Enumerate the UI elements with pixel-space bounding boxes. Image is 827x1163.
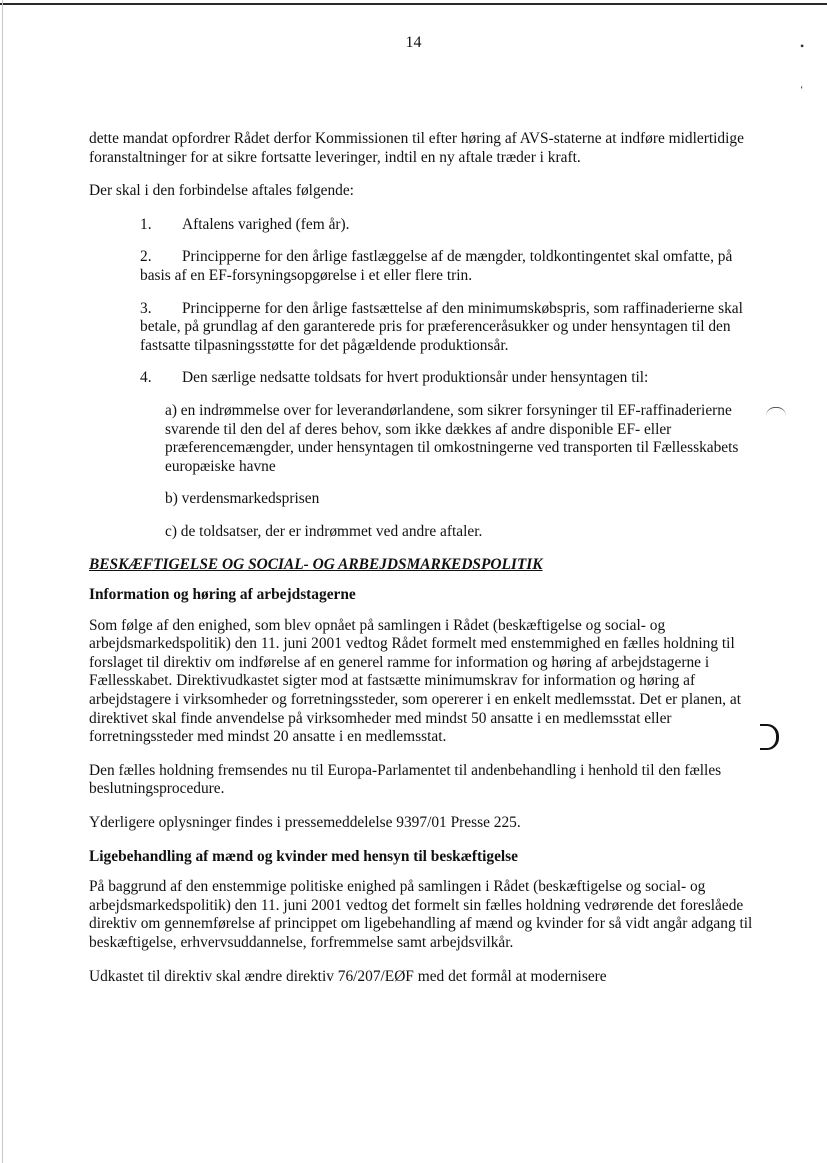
body-paragraph: Som følge af den enighed, som blev opnået på samlingen i Rådet (beskæftigelse og social- og arbejdsmarkedspolitik) den 11. juni 2001 vedtog Rådet formelt med enstemmighed en fælles holdning til forslaget til direktiv om indførelse af en generel ramme for information og høring af arbejdstagerne i Fællesskabet. Direktivudkastet sigter mod at fastsætte minimumskrav for information og høring af arbejdstagere i virksomheder og forretningssteder, som opererer i en enkelt medlemsstat. Det er planen, at direktivet skal finde anvendelse på virksomheder med mindst 50 ansatte i en medlemsstat eller forretningssteder med mindst 20 ansatte i en medlemsstat. <box>89 616 741 746</box>
sub-item: a) en indrømmelse over for leverandørlandene, som sikrer forsyninger til EF-raffinaderierne svarende til den del af deres behov, som ikke dækkes af andre disponible EF- eller præferencemængder, under hensyntagen til omkostningerne ved transporten til Fællesskabets europæiske havne <box>165 401 739 475</box>
subsection-heading: Information og høring af arbejdstagerne <box>89 586 356 604</box>
top-scan-edge <box>0 3 827 5</box>
page-number: 14 <box>405 34 422 51</box>
numbered-item <box>140 216 753 235</box>
item-text: Den særlige nedsatte toldsats for hvert produktionsår under hensyntagen til: <box>182 369 649 387</box>
item-text: Aftalens varighed (fem år). <box>182 215 350 233</box>
item-text: Principperne for den årlige fastlæggelse af de mængder, toldkontingentet skal omfatte, på basis af en EF-forsyningsopgørelse i et eller flere trin. <box>140 248 733 284</box>
scan-speck: • <box>800 39 805 53</box>
item-number: 4. <box>140 369 152 387</box>
left-scan-edge <box>2 0 3 1163</box>
body-paragraph: Den fælles holdning fremsendes nu til Europa-Parlamentet til andenbehandling i henhold til den fælles beslutningsprocedure. <box>89 761 722 798</box>
scan-speck: ʻ <box>800 85 804 96</box>
body-paragraph: Udkastet til direktiv skal ændre direktiv 76/207/EØF med det formål at modernisere <box>89 967 607 985</box>
item-number: 2. <box>140 248 152 266</box>
item-text: Principperne for den årlige fastsættelse af den minimumskøbspris, som raffinaderierne skal betale, på grundlag af den garanterede pris for præferenceråsukker og under hensyntagen til den fastsatte tilpasningsstøtte for det pågældende produktionsår. <box>140 299 743 354</box>
intro-paragraph: dette mandat opfordrer Rådet derfor Kommissionen til efter høring af AVS-staterne at indføre midlertidige foranstaltninger for at sikre fortsatte leveringer, indtil en ny aftale træder i kraft. <box>89 130 744 166</box>
margin-mark <box>766 407 786 416</box>
subsection-heading: Ligebehandling af mænd og kvinder med hensyn til beskæftigelse <box>89 847 519 865</box>
numbered-item <box>140 369 753 388</box>
item-number: 3. <box>140 299 152 317</box>
body-paragraph: På baggrund af den enstemmige politiske enighed på samlingen i Rådet (beskæftigelse og social- og arbejdsmarkedspolitik) den 11. juni 2001 vedtog det formelt sin fælles holdning vedrørende det foreslåede direktiv om gennemførelse af princippet om ligebehandling af mænd og kvinder for så vidt angår adgang til beskæftigelse, erhvervsuddannelse, forfremmelse samt arbejdsvilkår. <box>89 878 753 951</box>
body-paragraph: Yderligere oplysninger findes i pressemeddelelse 9397/01 Presse 225. <box>89 814 521 832</box>
margin-mark <box>760 724 779 750</box>
document-body <box>89 130 753 1001</box>
list-intro: Der skal i den forbindelse aftales følgende: <box>89 182 354 200</box>
sub-item: b) verdensmarkedsprisen <box>165 490 320 508</box>
numbered-item <box>140 300 753 356</box>
sub-item: c) de toldsatser, der er indrømmet ved andre aftaler. <box>165 522 483 540</box>
section-heading: BESKÆFTIGELSE OG SOCIAL- OG ARBEJDSMARKEDSPOLITIK <box>89 555 543 573</box>
numbered-item <box>140 248 753 285</box>
item-number: 1. <box>140 215 152 233</box>
